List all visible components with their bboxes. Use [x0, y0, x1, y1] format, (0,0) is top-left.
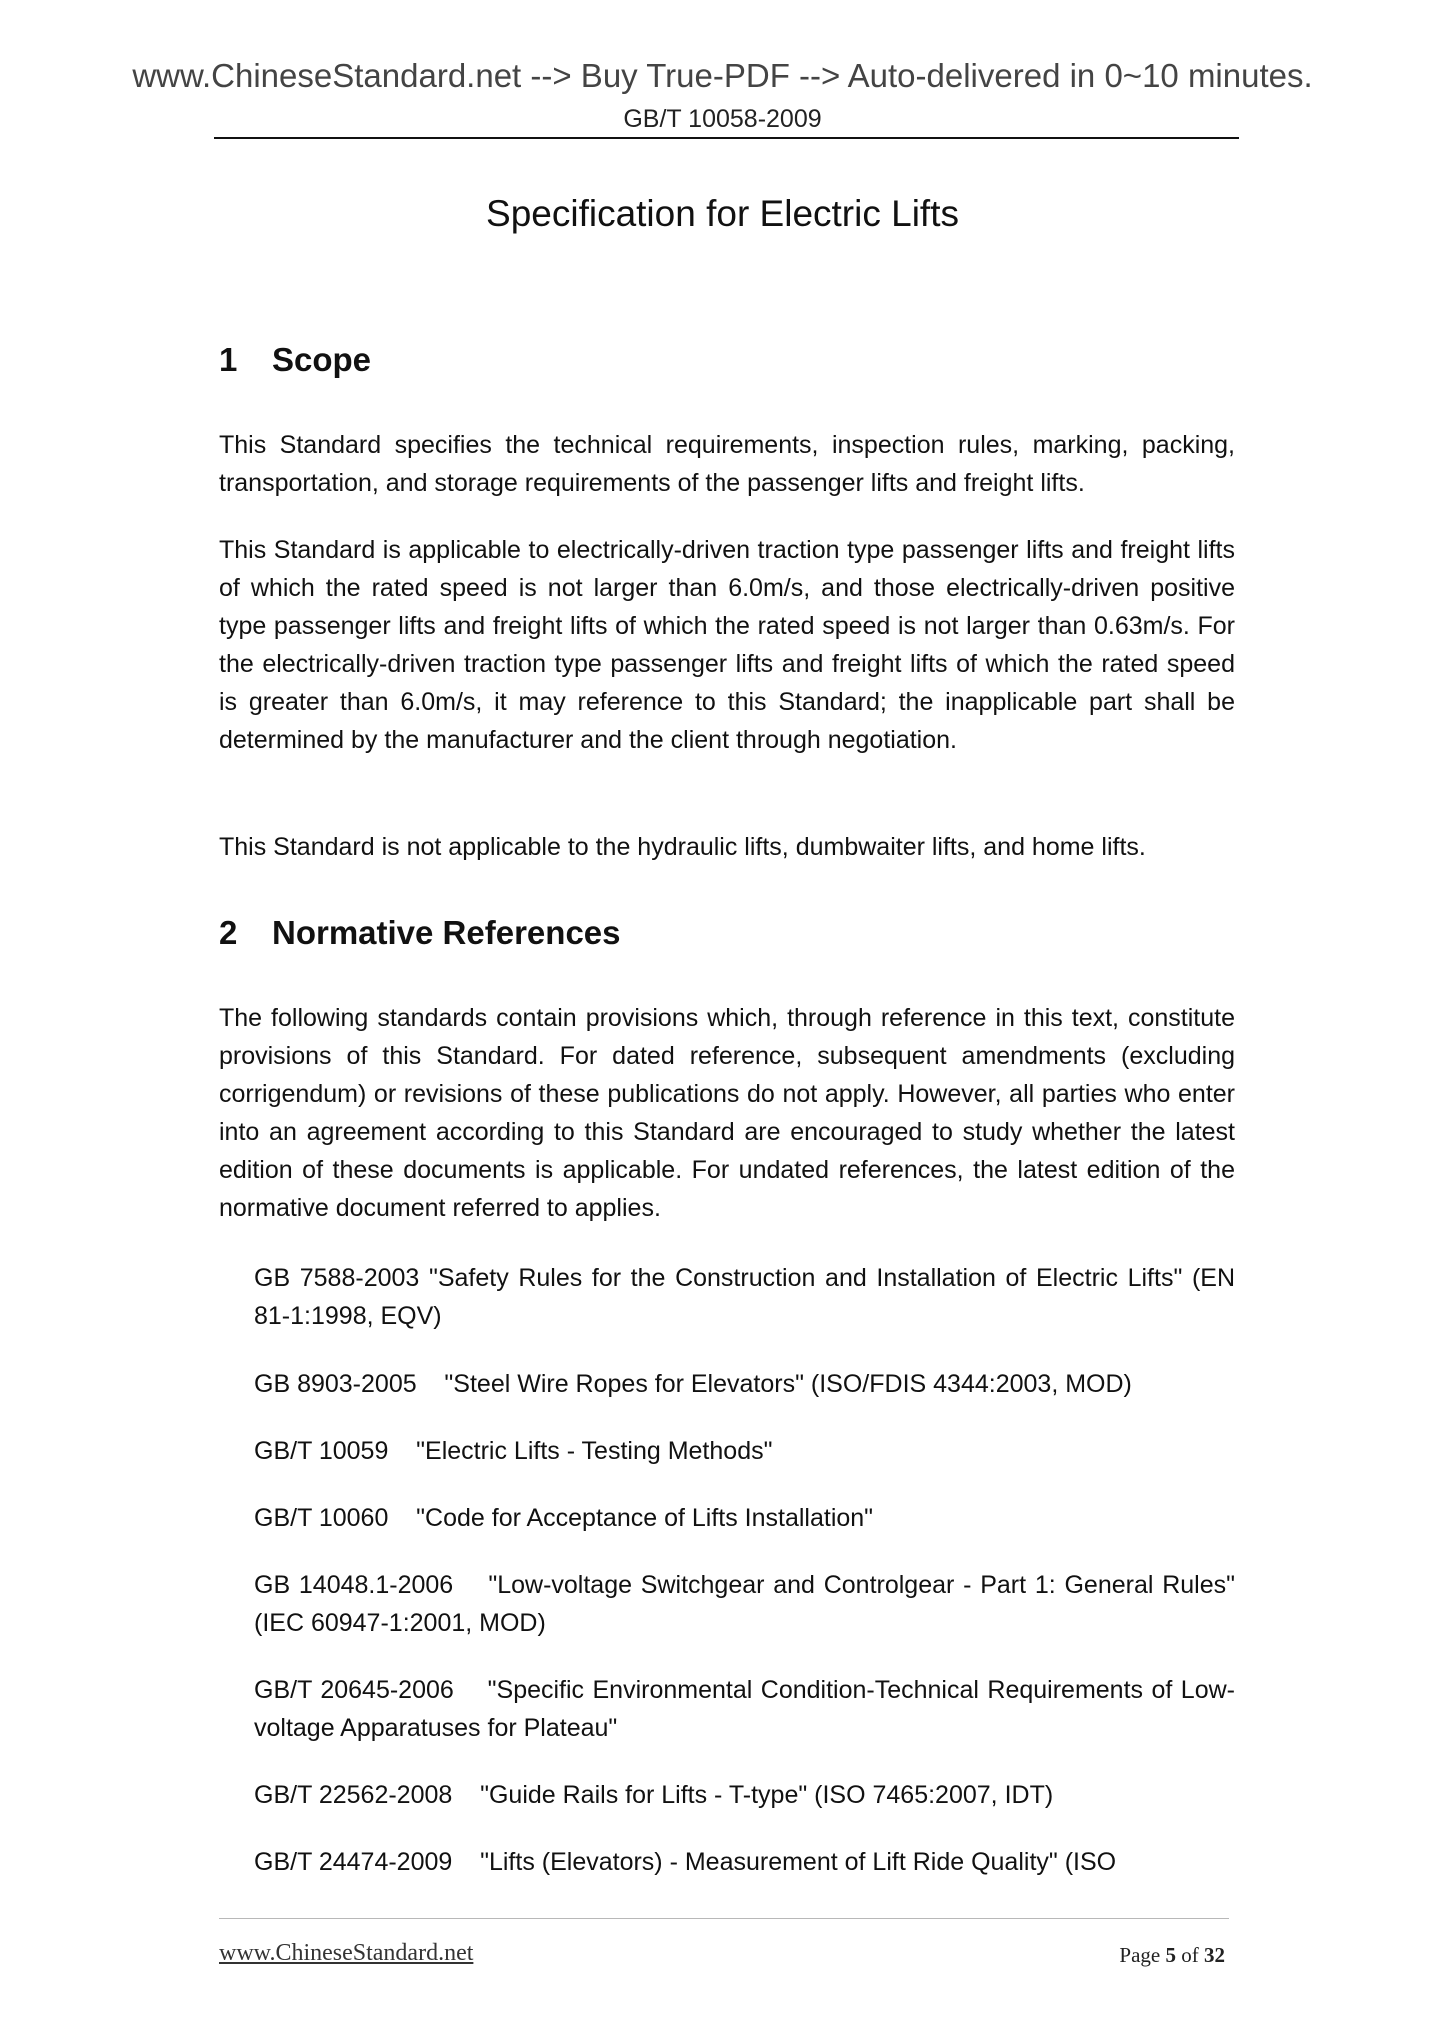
section-heading-scope [219, 340, 371, 380]
reference-item [254, 1566, 1235, 1642]
footer-site-link[interactable]: www.ChineseStandard.net [219, 1940, 474, 1966]
reference-item [254, 1499, 1235, 1537]
scope-paragraph-2: This Standard is applicable to electrically-driven traction type passenger lifts and freight lifts of which the rated speed is not larger than 6.0m/s, and those electrically-driven positive type passenger lifts and freight lifts of which the rated speed is not larger than 0.63m/s. For the electrically-driven traction type passenger lifts and freight lifts of which the rated speed is greater than 6.0m/s, it may reference to this Standard; the inapplicable part shall be determined by the manufacturer and the client through negotiation. [219, 536, 1235, 754]
section-heading-normative-references [219, 913, 621, 953]
page-of: of [1181, 1943, 1199, 1967]
header-divider [214, 137, 1239, 139]
promo-banner[interactable]: www.ChineseStandard.net --> Buy True-PDF --> Auto-delivered in 0~10 minutes. [132, 57, 1313, 94]
reference-code: GB/T 10059 [254, 1437, 389, 1465]
scope-paragraph-3: This Standard is not applicable to the hydraulic lifts, dumbwaiter lifts, and home lifts. [219, 833, 1146, 861]
reference-title: "Code for Acceptance of Lifts Installation" [416, 1504, 874, 1532]
page-current: 5 [1165, 1943, 1176, 1967]
section-number: 2 [219, 914, 238, 951]
reference-item [254, 1776, 1235, 1814]
section-number: 1 [219, 341, 238, 378]
reference-item [254, 1365, 1235, 1403]
reference-item [254, 1259, 1235, 1335]
page-label: Page [1119, 1943, 1161, 1967]
reference-title: "Lifts (Elevators) - Measurement of Lift Ride Quality" (ISO [480, 1848, 1117, 1876]
reference-code: GB/T 10060 [254, 1504, 389, 1532]
reference-title: "Safety Rules for the Construction and Installation of Electric Lifts" (EN 81-1:1998, EQV) [254, 1264, 1236, 1330]
reference-code: GB 7588-2003 [254, 1264, 420, 1292]
reference-title: "Steel Wire Ropes for Elevators" (ISO/FDIS 4344:2003, MOD) [444, 1370, 1132, 1398]
reference-title: "Electric Lifts - Testing Methods" [416, 1437, 773, 1465]
reference-item [254, 1843, 1235, 1881]
scope-paragraph-1: This Standard specifies the technical requirements, inspection rules, marking, packing, transportation, and storage requirements of the passenger lifts and freight lifts. [219, 431, 1235, 497]
reference-item [254, 1671, 1235, 1747]
reference-title: "Guide Rails for Lifts - T-type" (ISO 7465:2007, IDT) [480, 1781, 1054, 1809]
reference-code: GB/T 20645-2006 [254, 1676, 454, 1704]
references-intro-paragraph: The following standards contain provisions which, through reference in this text, constitute provisions of this Standard. For dated reference, subsequent amendments (excluding corrigendum) or revisions of these publications do not apply. However, all parties who enter into an agreement according to this Standard are encouraged to study whether the latest edition of these documents is applicable. For undated references, the latest edition of the normative document referred to applies. [219, 1004, 1235, 1222]
document-title: Specification for Electric Lifts [486, 193, 959, 234]
reference-title: "Specific Environmental Condition-Technical Requirements of Low-voltage Apparatuses for Plateau" [254, 1676, 1235, 1742]
standard-number: GB/T 10058-2009 [623, 105, 822, 133]
section-title: Normative References [272, 914, 621, 951]
reference-code: GB/T 24474-2009 [254, 1848, 453, 1876]
page-total: 32 [1204, 1943, 1225, 1967]
section-title: Scope [272, 341, 372, 378]
reference-item [254, 1432, 1235, 1470]
footer-divider [219, 1918, 1229, 1919]
reference-code: GB/T 22562-2008 [254, 1781, 453, 1809]
reference-code: GB 14048.1-2006 [254, 1571, 454, 1599]
page-indicator [1119, 1943, 1225, 1968]
reference-title: "Low-voltage Switchgear and Controlgear - Part 1: General Rules" (IEC 60947-1:2001, MOD) [254, 1571, 1235, 1637]
reference-code: GB 8903-2005 [254, 1370, 417, 1398]
